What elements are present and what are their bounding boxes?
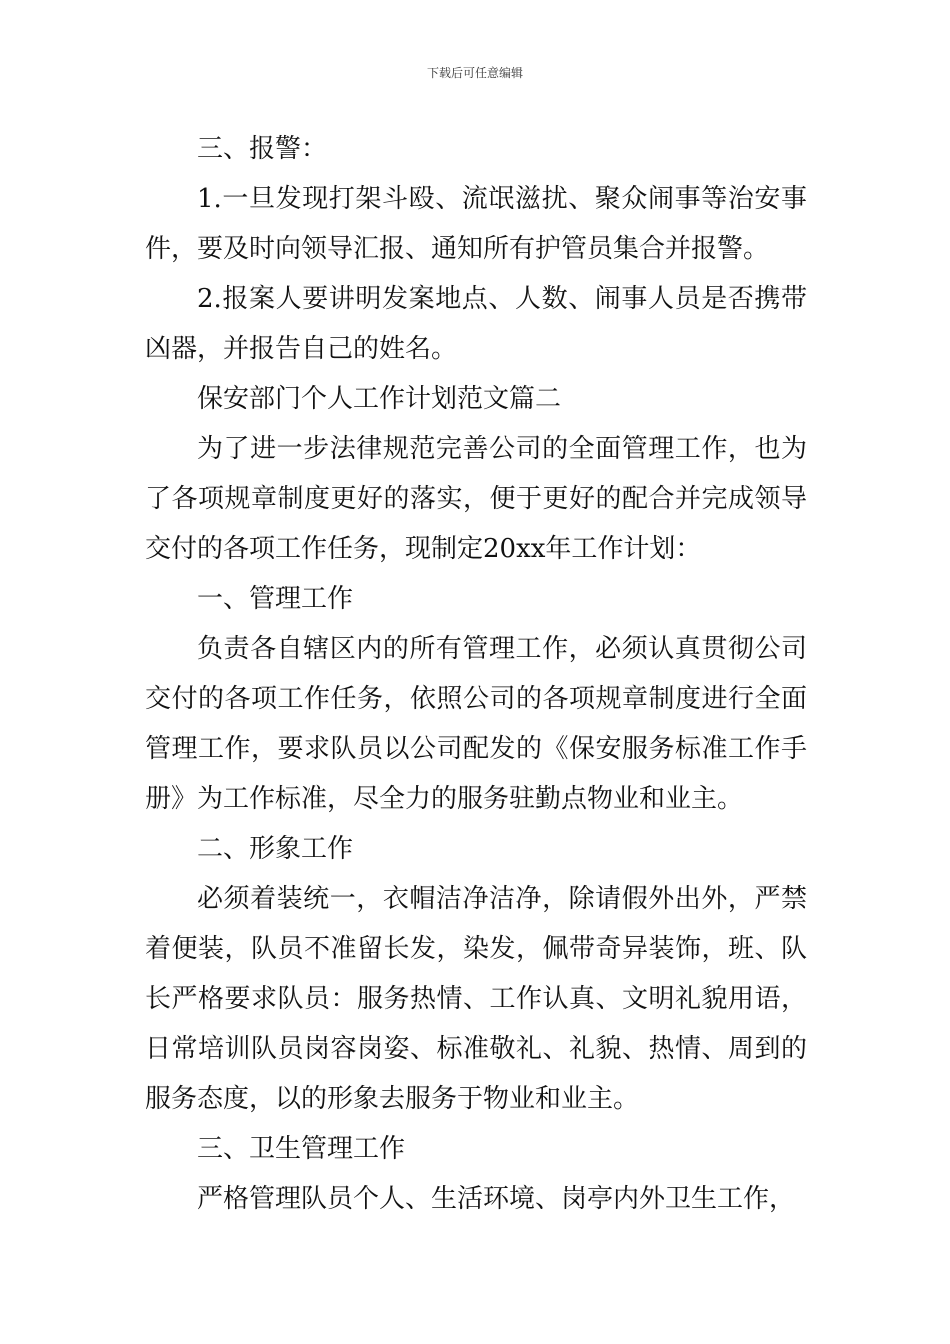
paragraph-intro: 为了进一步法律规范完善公司的全面管理工作，也为了各项规章制度更好的落实，便于更好的配合并完成领导交付的各项工作任务，现制定20xx年工作计划： bbox=[145, 434, 807, 564]
section-heading-hygiene: 三、卫生管理工作 bbox=[197, 1134, 406, 1164]
paragraph-image: 必须着装统一，衣帽洁净洁净，除请假外出外，严禁着便装，队员不准留长发，染发，佩带奇异装饰，班、队长严格要求队员：服务热情、工作认真、文明礼貌用语，日常培训队员岗容岗姿、标准敬礼、礼貌、热情、周到的服务态度，以的形象去服务于物业和业主。 bbox=[145, 884, 807, 1114]
paragraph-hygiene: 严格管理队员个人、生活环境、岗亭内外卫生工作， bbox=[197, 1184, 796, 1214]
document-body bbox=[145, 124, 807, 1224]
article-title-part-two: 保安部门个人工作计划范文篇二 bbox=[197, 384, 562, 414]
section-heading-management: 一、管理工作 bbox=[197, 584, 354, 614]
paragraph-alarm-item-1: 1.一旦发现打架斗殴、流氓滋扰、聚众闹事等治安事件，要及时向领导汇报、通知所有护管员集合并报警。 bbox=[145, 184, 807, 264]
page-header: 下载后可任意编辑 bbox=[426, 66, 523, 80]
section-heading-alarm: 三、报警： bbox=[197, 134, 328, 164]
paragraph-management: 负责各自辖区内的所有管理工作，必须认真贯彻公司交付的各项工作任务，依照公司的各项规章制度进行全面管理工作，要求队员以公司配发的《保安服务标准工作手册》为工作标准，尽全力的服务驻勤点物业和业主。 bbox=[145, 634, 807, 814]
paragraph-alarm-item-2: 2.报案人要讲明发案地点、人数、闹事人员是否携带凶器，并报告自己的姓名。 bbox=[145, 284, 807, 364]
section-heading-image: 二、形象工作 bbox=[197, 834, 354, 864]
